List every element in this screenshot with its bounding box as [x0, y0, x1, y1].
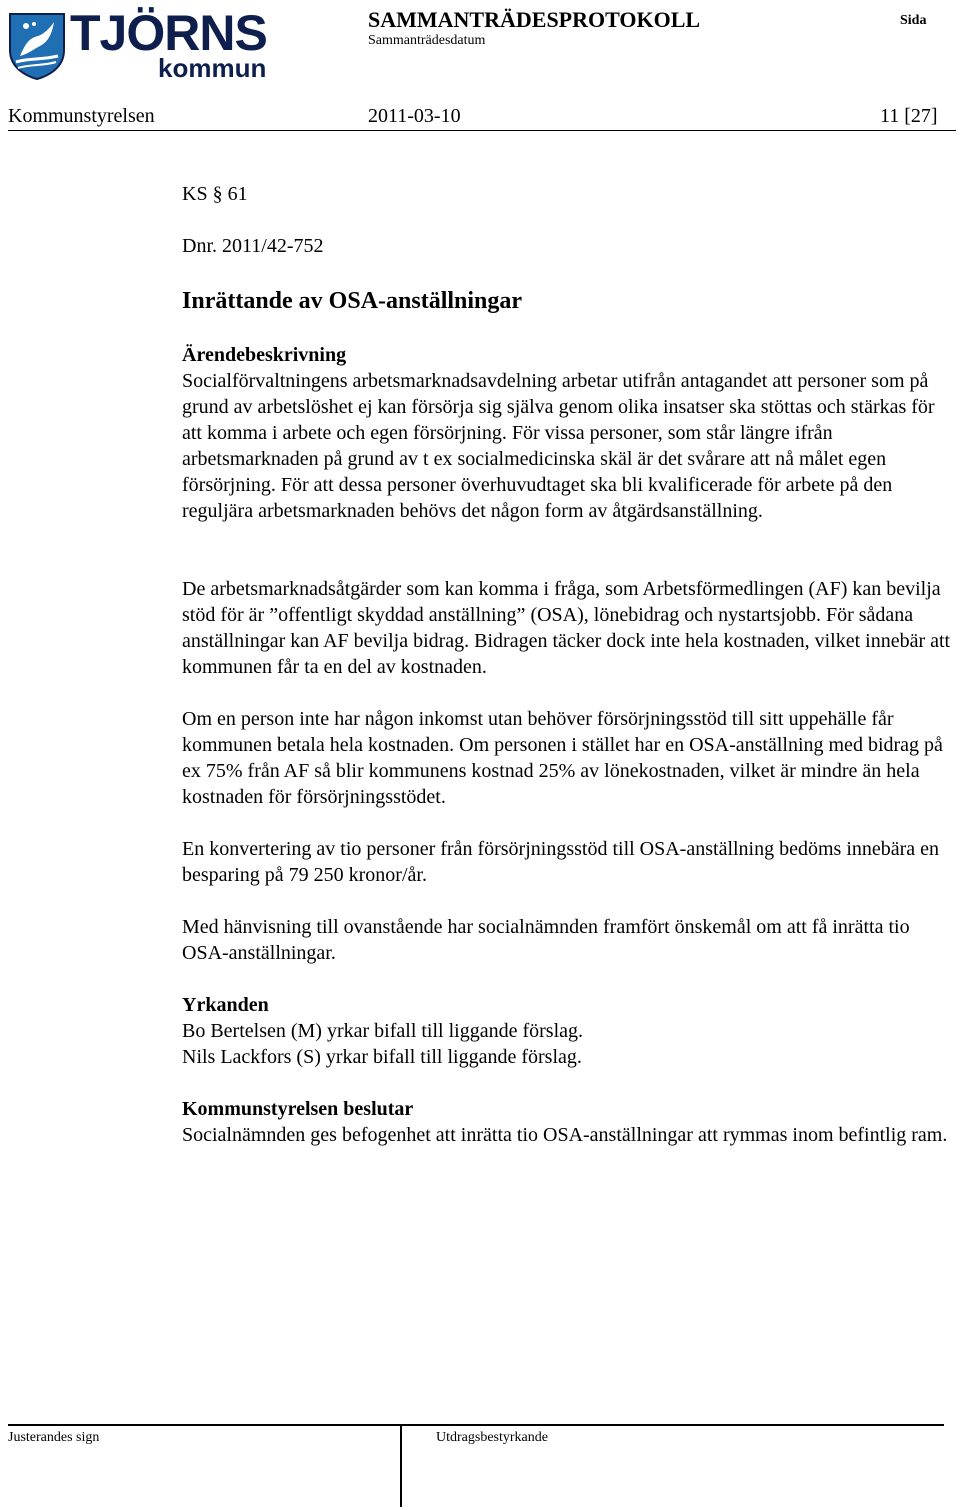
- organization-name: Kommunstyrelsen: [8, 105, 155, 127]
- meeting-date: 2011-03-10: [368, 105, 461, 127]
- paragraph: Socialförvaltningens arbetsmarknadsavdelning arbetar utifrån antagandet att personer som på grund av arbetslöshet ej kan försörja sig själva genom olika insatser ska stöttas och stärkas för att komma i arbete och egen försörjning. För vissa personer, som står längre ifrån arbetsmarknaden på grund av t ex socialmedicinska skäl är det svårare att nå målet egen försörjning. För att dessa personer överhuvudtaget ska bli kvalificerade för arbete på den reguljära arbetsmarknaden behövs det någon form av åtgärdsanställning.: [182, 370, 935, 522]
- description-section: [182, 342, 952, 524]
- municipality-logo: [8, 6, 270, 82]
- document-type: SAMMANTRÄDESPROTOKOLL: [368, 7, 701, 32]
- paragraph-block: [182, 836, 952, 888]
- motions-section: [182, 992, 952, 1070]
- motions-heading: Yrkanden: [182, 994, 269, 1016]
- decision-heading: Kommunstyrelsen beslutar: [182, 1098, 414, 1120]
- page-label: Sida: [900, 13, 927, 28]
- paragraph: Om en person inte har någon inkomst utan behöver försörjningsstöd till sitt uppehälle får kommunen betala hela kostnaden. Om personen i stället har en OSA-anställning med bidrag på ex 75% från AF så blir kommunens kostnad 25% av lönekostnaden, vilket är mindre än hela kostnaden för försörjningsstödet.: [182, 708, 943, 808]
- footer-divider: [8, 1424, 944, 1426]
- motion-line: Nils Lackfors (S) yrkar bifall till liggande förslag.: [182, 1046, 582, 1068]
- meeting-date-label: Sammanträdesdatum: [368, 33, 486, 48]
- paragraph: De arbetsmarknadsåtgärder som kan komma i fråga, som Arbetsförmedlingen (AF) kan bevilja stöd för är ”offentligt skyddad anställning” (OSA), lönebidrag och nystartsjobb. För sådana anställningar kan AF bevilja bidrag. Bidragen täcker dock inte hela kostnaden, vilket innebär att kommunen får ta en del av kostnaden.: [182, 578, 951, 678]
- logo-wordmark: TJÖRNS: [70, 5, 267, 61]
- extract-certification-label: Utdragsbestyrkande: [436, 1430, 548, 1445]
- logo-subtitle: kommun: [158, 53, 267, 83]
- case-title: Inrättande av OSA-anställningar: [182, 288, 523, 314]
- decision-section: [182, 1096, 952, 1148]
- paragraph: En konvertering av tio personer från försörjningsstöd till OSA-anställning bedöms innebära en besparing på 79 250 kronor/år.: [182, 838, 940, 886]
- paragraph: Med hänvisning till ovanstående har socialnämnden framfört önskemål om att få inrätta tio OSA-anställningar.: [182, 916, 910, 964]
- footer-column-divider: [400, 1425, 402, 1507]
- motion-line: Bo Bertelsen (M) yrkar bifall till liggande förslag.: [182, 1020, 584, 1042]
- diary-number: Dnr. 2011/42-752: [182, 235, 324, 257]
- decision-text: Socialnämnden ges befogenhet att inrätta tio OSA-anställningar att rymmas inom befintlig ram.: [182, 1124, 948, 1146]
- coat-of-arms-icon: [8, 12, 66, 80]
- paragraph-block: [182, 706, 952, 810]
- description-heading: Ärendebeskrivning: [182, 344, 347, 366]
- adjuster-signature-label: Justerandes sign: [8, 1430, 100, 1445]
- paragraph-block: [182, 576, 952, 680]
- case-paragraph-reference: KS § 61: [182, 183, 248, 205]
- page-number: 11 [27]: [880, 105, 938, 127]
- paragraph-block: [182, 914, 952, 966]
- header-divider: [8, 130, 956, 131]
